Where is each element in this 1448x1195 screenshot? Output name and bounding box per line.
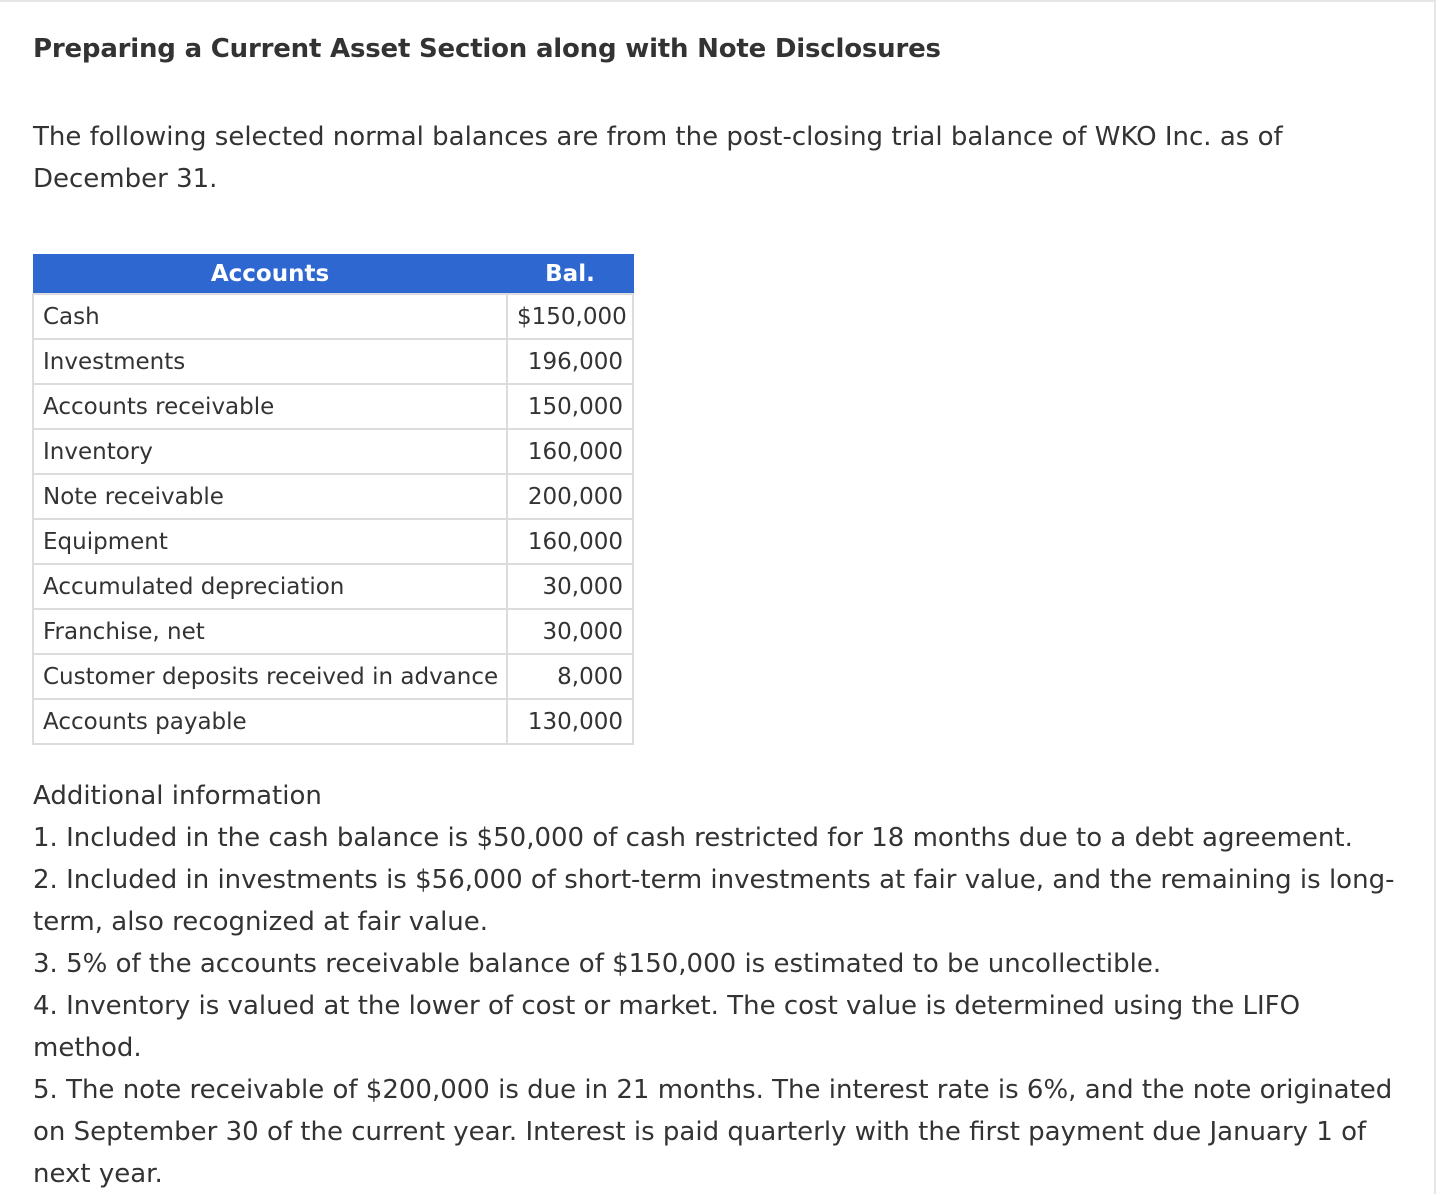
- account-name: Accumulated depreciation: [33, 564, 507, 609]
- header-accounts: Accounts: [33, 255, 507, 295]
- account-name: Cash: [33, 294, 507, 339]
- account-balance: 130,000: [507, 699, 633, 744]
- table-row: [33, 339, 633, 384]
- table-row: [33, 519, 633, 564]
- account-name: Customer deposits received in advance: [33, 654, 507, 699]
- header-balance: Bal.: [507, 255, 633, 295]
- table-row: [33, 609, 633, 654]
- table-row: [33, 699, 633, 744]
- trial-balance-table: [32, 254, 634, 745]
- additional-item: 2. Included in investments is $56,000 of short-term investments at fair value, and the remaining is long-term, also recognized at fair value.: [33, 865, 1395, 937]
- account-name: Accounts payable: [33, 699, 507, 744]
- account-balance: 150,000: [507, 384, 633, 429]
- additional-item: 4. Inventory is valued at the lower of cost or market. The cost value is determined using the LIFO method.: [33, 991, 1301, 1063]
- additional-item: 1. Included in the cash balance is $50,000 of cash restricted for 18 months due to a debt agreement.: [33, 823, 1353, 853]
- account-name: Equipment: [33, 519, 507, 564]
- table-header-row: [33, 255, 633, 295]
- account-balance: 8,000: [507, 654, 633, 699]
- account-balance: 196,000: [507, 339, 633, 384]
- table-row: [33, 474, 633, 519]
- account-name: Accounts receivable: [33, 384, 507, 429]
- intro-paragraph: The following selected normal balances are from the post-closing trial balance of WKO Inc. as of December 31.: [33, 122, 1283, 194]
- account-balance: $150,000: [507, 294, 633, 339]
- account-balance: 160,000: [507, 429, 633, 474]
- table-row: [33, 294, 633, 339]
- additional-heading: Additional information: [33, 781, 322, 811]
- account-balance: 30,000: [507, 564, 633, 609]
- page-title: Preparing a Current Asset Section along with Note Disclosures: [33, 34, 941, 64]
- account-balance: 160,000: [507, 519, 633, 564]
- additional-item: 5. The note receivable of $200,000 is due in 21 months. The interest rate is 6%, and the note originated on September 30 of the current year. Interest is paid quarterly with the first payment due January 1 of next year.: [33, 1075, 1393, 1189]
- account-name: Note receivable: [33, 474, 507, 519]
- additional-item: 3. 5% of the accounts receivable balance of $150,000 is estimated to be uncollectible.: [33, 949, 1162, 979]
- account-name: Franchise, net: [33, 609, 507, 654]
- table-row: [33, 429, 633, 474]
- account-balance: 200,000: [507, 474, 633, 519]
- table-row: [33, 564, 633, 609]
- account-name: Inventory: [33, 429, 507, 474]
- table-row: [33, 654, 633, 699]
- additional-information: [33, 775, 1408, 1195]
- account-name: Investments: [33, 339, 507, 384]
- table-row: [33, 384, 633, 429]
- account-balance: 30,000: [507, 609, 633, 654]
